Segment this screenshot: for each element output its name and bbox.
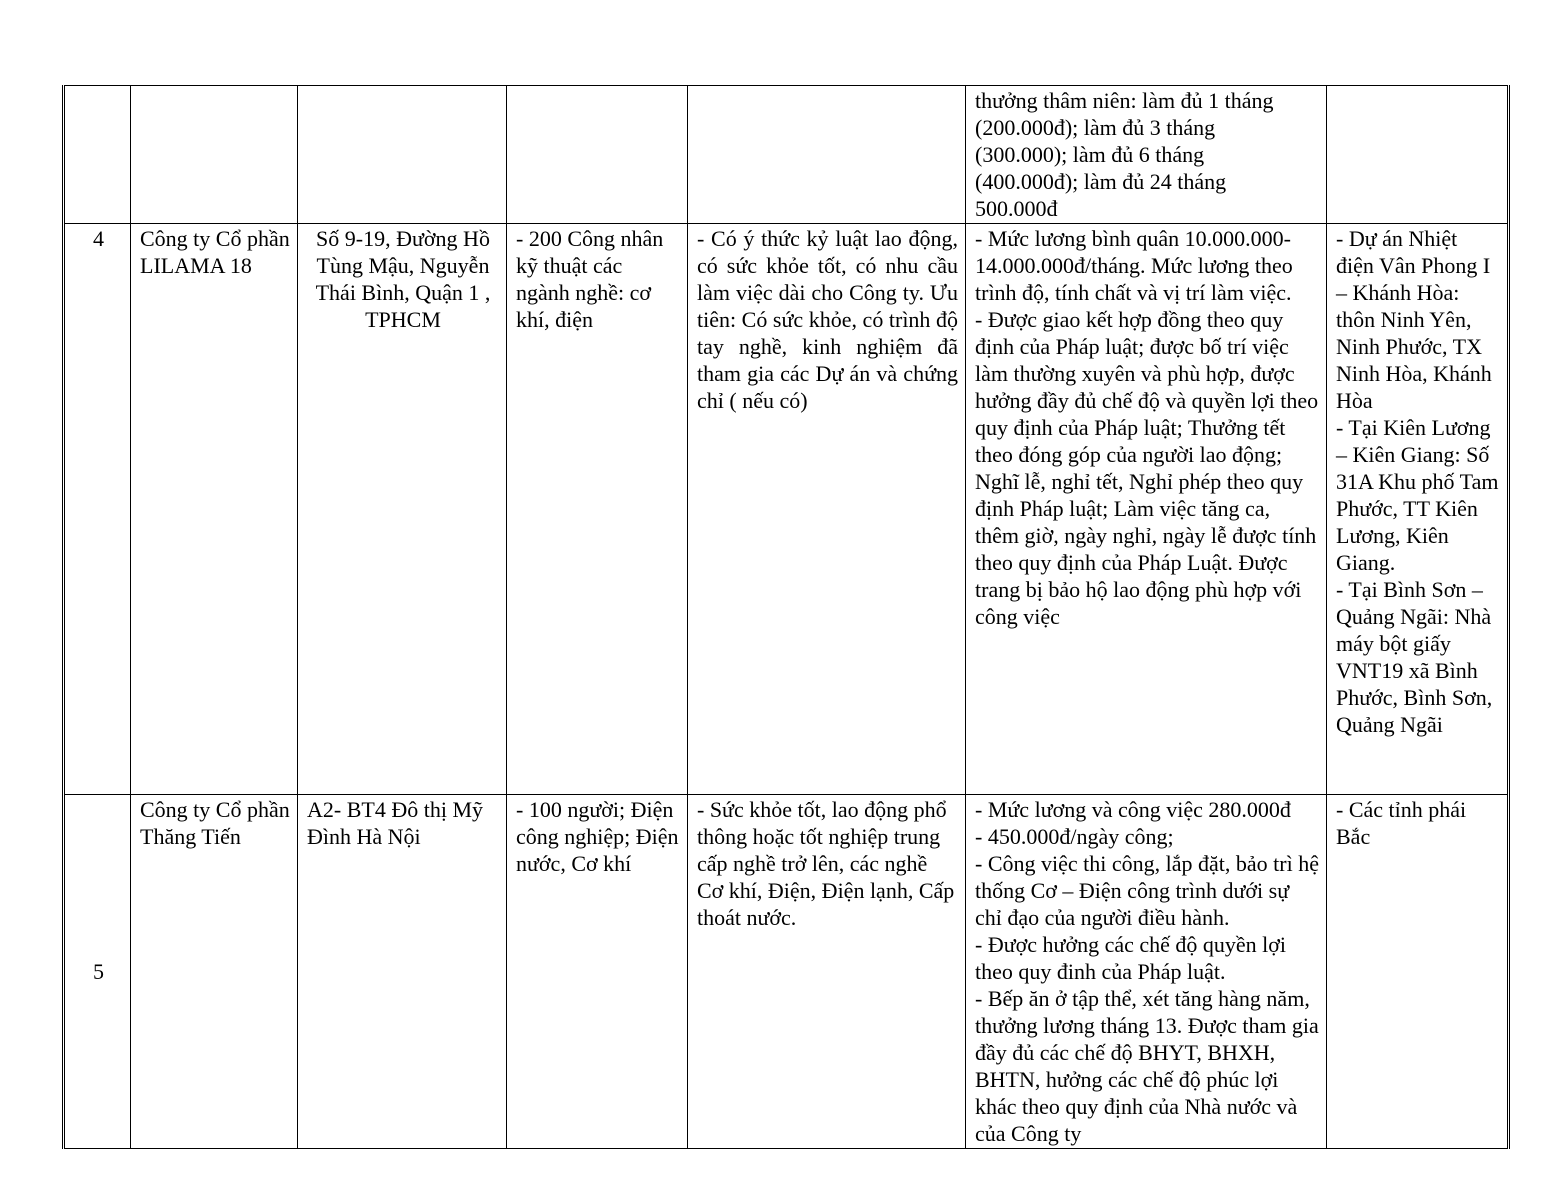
- location-line: - Dự án Nhiệt điện Vân Phong I – Khánh Hòa: thôn Ninh Yên, Ninh Phước, TX Ninh Hòa, Khánh Hòa: [1336, 226, 1492, 413]
- row-number-cell: 4: [64, 224, 131, 795]
- location-cell: [1327, 795, 1509, 1149]
- benefit-line: - Công việc thi công, lắp đặt, bảo trì hệ thống Cơ – Điện công trình dưới sự chỉ đạo của người điều hành.: [975, 851, 1319, 930]
- requirements-cell: - Sức khỏe tốt, lao động phổ thông hoặc tốt nghiệp trung cấp nghề trở lên, các nghề Cơ khí, Điện, Điện lạnh, Cấp thoát nước.: [688, 795, 966, 1149]
- benefit-line: 500.000đ: [975, 196, 1058, 221]
- row-number-cell: [64, 86, 131, 224]
- benefit-line: (400.000đ); làm đủ 24 tháng: [975, 169, 1227, 194]
- benefit-line: - Mức lương bình quân 10.000.000-14.000.000đ/tháng. Mức lương theo trình độ, tính chất và vị trí làm việc.: [975, 226, 1293, 305]
- location-line: - Tại Kiên Lương – Kiên Giang: Số 31A Khu phố Tam Phước, TT Kiên Lương, Kiên Giang.: [1336, 415, 1499, 575]
- location-line: - Các tỉnh phái Bắc: [1336, 797, 1467, 849]
- benefit-line: - Được giao kết hợp đồng theo quy định của Pháp luật; được bố trí việc làm thường xuyên và phù hợp, được hưởng đầy đủ chế độ và quyền lợi theo quy định của Pháp luật; Thưởng tết theo đóng góp của người lao động; Nghĩ lễ, nghỉ tết, Nghỉ phép theo quy định Pháp luật; Làm việc tăng ca, thêm giờ, ngày nghỉ, ngày lễ được tính theo quy định của Pháp Luật. Được trang bị bảo hộ lao động phù hợp với công việc: [975, 307, 1319, 629]
- benefits-cell: [966, 795, 1327, 1149]
- benefit-line: (300.000); làm đủ 6 tháng: [975, 142, 1205, 167]
- requirements-cell: - Có ý thức kỷ luật lao động, có sức khỏe tốt, có nhu cầu làm việc dài cho Công ty. Ưu tiên: Có sức khỏe, có trình độ tay nghề, kinh nghiệm đã tham gia các Dự án và chứng chỉ ( nếu có): [688, 224, 966, 795]
- benefit-line: thưởng thâm niên: làm đủ 1 tháng: [975, 88, 1274, 113]
- benefit-line: - 450.000đ/ngày công;: [975, 824, 1174, 849]
- location-cell: [1327, 86, 1509, 224]
- address-cell: Số 9-19, Đường Hồ Tùng Mậu, Nguyễn Thái Bình, Quận 1 , TPHCM: [298, 224, 507, 795]
- location-cell: [1327, 224, 1509, 795]
- company-cell: Công ty Cổ phần Thăng Tiến: [131, 795, 298, 1149]
- benefit-line: - Được hưởng các chế độ quyền lợi theo quy đinh của Pháp luật.: [975, 932, 1287, 984]
- requirements-cell: [688, 86, 966, 224]
- benefits-cell: [966, 224, 1327, 795]
- benefit-line: (200.000đ); làm đủ 3 tháng: [975, 115, 1216, 140]
- table-row: [64, 86, 1509, 224]
- benefit-line: - Bếp ăn ở tập thể, xét tăng hàng năm, thưởng lương tháng 13. Được tham gia đầy đủ các chế độ BHYT, BHXH, BHTN, hưởng các chế độ phúc lợi khác theo quy định của Nhà nước và của Công ty: [975, 986, 1319, 1146]
- quantity-cell: - 100 người; Điện công nghiệp; Điện nước, Cơ khí: [507, 795, 688, 1149]
- address-cell: A2- BT4 Đô thị Mỹ Đình Hà Nội: [298, 795, 507, 1149]
- company-cell: Công ty Cổ phần LILAMA 18: [131, 224, 298, 795]
- company-cell: [131, 86, 298, 224]
- row-number-cell: 5: [64, 795, 131, 1149]
- location-line: - Tại Bình Sơn – Quảng Ngãi: Nhà máy bột giấy VNT19 xã Bình Phước, Bình Sơn, Quảng Ngãi: [1336, 577, 1493, 737]
- address-cell: [298, 86, 507, 224]
- quantity-cell: [507, 86, 688, 224]
- quantity-cell: - 200 Công nhân kỹ thuật các ngành nghề: cơ khí, điện: [507, 224, 688, 795]
- benefits-cell: [966, 86, 1327, 224]
- recruitment-table: [62, 85, 1510, 1149]
- table-row: [64, 224, 1509, 795]
- benefit-line: - Mức lương và công việc 280.000đ: [975, 797, 1291, 822]
- table-row: [64, 795, 1509, 1149]
